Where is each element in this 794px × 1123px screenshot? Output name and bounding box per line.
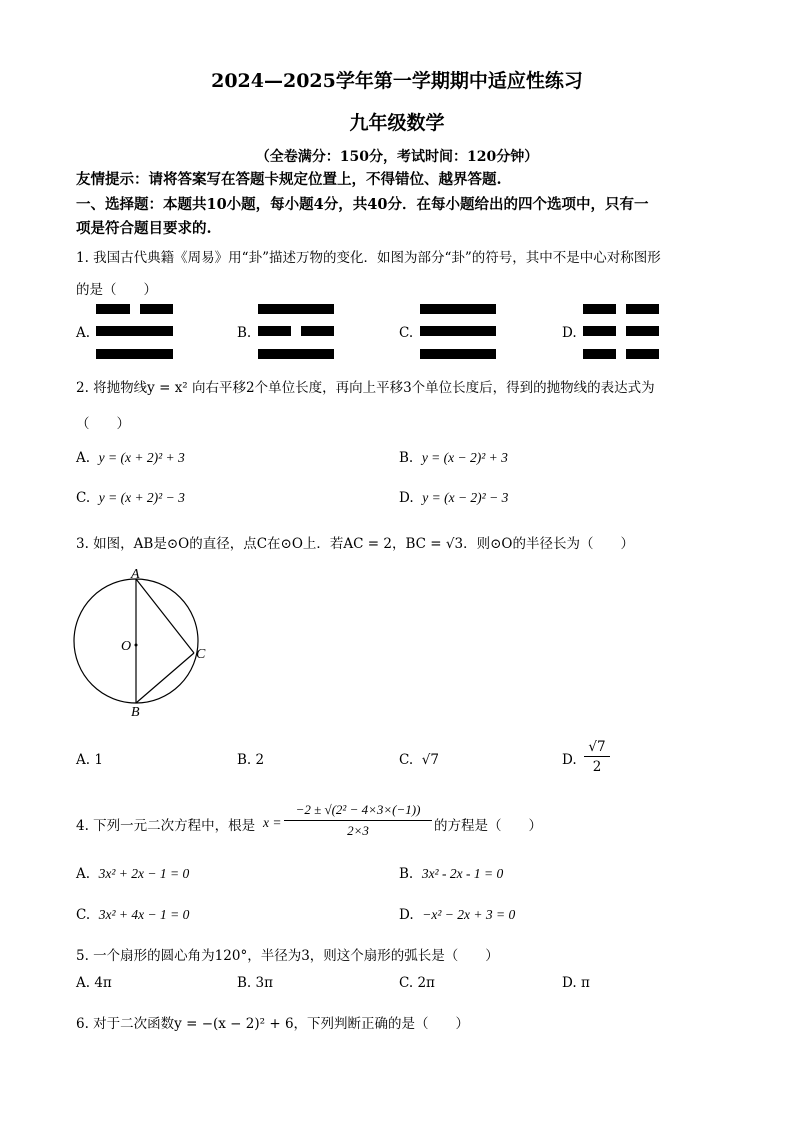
exam-title: 2024—2025学年第一学期期中适应性练习 xyxy=(211,70,583,92)
q1-stem-line2: 的是（ ） xyxy=(76,282,157,298)
q5-option-b-text: 3π xyxy=(255,975,273,991)
q2-option-b-text: y = (x − 2)² + 3 xyxy=(421,450,508,465)
q4-option-a-label: A. xyxy=(76,866,91,882)
q2-stem-line2: （ ） xyxy=(76,416,130,432)
q4-option-c-text: 3x² + 4x − 1 = 0 xyxy=(98,907,190,922)
q3-option-c xyxy=(399,752,439,768)
q2-option-a xyxy=(76,450,185,466)
center-point xyxy=(135,644,138,647)
q6-stem: 6. 对于二次函数y = −(x − 2)² + 6，下列判断正确的是（ ） xyxy=(76,1016,470,1032)
q4-option-a-text: 3x² + 2x − 1 = 0 xyxy=(98,866,190,881)
circle-figure xyxy=(60,562,220,722)
q5-option-d-label: D. xyxy=(562,975,577,991)
q5-option-a-label: A. xyxy=(76,975,91,991)
q2-option-c xyxy=(76,490,185,506)
q5-stem: 5. 一个扇形的圆心角为120°，半径为3，则这个扇形的弧长是（ ） xyxy=(76,948,499,964)
q1-option-b-label: B. xyxy=(237,325,252,341)
friendly-tip: 友情提示：请将答案写在答题卡规定位置上，不得错位、越界答题. xyxy=(76,171,502,188)
q4-prefix: 4. 下列一元二次方程中，根是 xyxy=(76,818,256,834)
q5-option-b-label: B. xyxy=(237,975,252,991)
q5-option-a-text: 4π xyxy=(94,975,112,991)
q2-option-b-label: B. xyxy=(399,450,414,466)
q1-option-a-label: A. xyxy=(76,325,91,341)
q2-option-d xyxy=(399,490,508,506)
q4-option-a xyxy=(76,866,189,882)
q4-option-d xyxy=(399,907,515,923)
q4-option-c xyxy=(76,907,189,923)
section1-heading-line2: 项是符合题目要求的. xyxy=(76,220,212,237)
q2-option-c-label: C. xyxy=(76,490,91,506)
q2-option-d-label: D. xyxy=(399,490,414,506)
label-c: C xyxy=(196,647,206,662)
q1-stem-line1: 1. 我国古代典籍《周易》用“卦”描述万物的变化．如图为部分“卦”的符号，其中不是中心对称图形 xyxy=(76,250,661,266)
q2-option-a-text: y = (x + 2)² + 3 xyxy=(98,450,185,465)
q2-option-a-label: A. xyxy=(76,450,91,466)
q2-option-c-text: y = (x + 2)² − 3 xyxy=(98,490,185,505)
q5-option-c-label: C. xyxy=(399,975,414,991)
q3-option-b-text: 2 xyxy=(255,752,265,768)
q5-option-d-text: π xyxy=(580,975,590,991)
q4-option-d-label: D. xyxy=(399,907,414,923)
label-o: O xyxy=(121,639,132,654)
q3-option-b xyxy=(237,752,264,768)
q4-option-c-label: C. xyxy=(76,907,91,923)
section1-heading-line1: 一、选择题：本题共10小题，每小题4分，共40分．在每小题给出的四个选项中，只有一 xyxy=(76,196,649,213)
q3-option-a xyxy=(76,752,103,768)
q1-option-d-label: D. xyxy=(562,325,577,341)
q4-option-d-text: −x² − 2x + 3 = 0 xyxy=(422,907,516,922)
fraction-denominator: 2 xyxy=(592,759,602,775)
q5-option-c-text: 2π xyxy=(417,975,435,991)
q4-root-formula xyxy=(284,800,432,841)
q3-option-d-label: D. xyxy=(562,752,577,768)
q4-denominator: 2×3 xyxy=(347,823,369,838)
q3-option-a-text: 1 xyxy=(94,752,103,768)
q3-option-a-label: A. xyxy=(76,752,91,768)
q4-option-b-text: 3x² - 2x - 1 = 0 xyxy=(421,866,504,881)
label-a: A xyxy=(131,567,140,582)
q2-option-d-text: y = (x − 2)² − 3 xyxy=(422,490,509,505)
q3-option-d xyxy=(562,752,577,768)
q4-option-b-label: B. xyxy=(399,866,414,882)
q3-option-c-label: C. xyxy=(399,752,414,768)
q3-option-d-fraction xyxy=(584,738,610,777)
subject-title: 九年级数学 xyxy=(349,112,445,134)
q4-option-b xyxy=(399,866,503,882)
exam-info: （全卷满分：150分，考试时间：120分钟） xyxy=(255,149,539,165)
q4-numerator: −2 ± √(2² − 4×3×(−1)) xyxy=(284,800,432,821)
q1-option-c-label: C. xyxy=(399,325,414,341)
q5-option-c xyxy=(399,975,435,991)
q5-option-a xyxy=(76,975,112,991)
chord-ac xyxy=(136,579,194,653)
q3-option-c-text: √7 xyxy=(421,752,439,768)
q2-stem-line1: 2. 将抛物线y = x² 向右平移2个单位长度，再向上平移3个单位长度后，得到的抛物线的表达式为 xyxy=(76,380,655,396)
q2-option-b xyxy=(399,450,508,466)
q5-option-b xyxy=(237,975,273,991)
q4-formula-lhs: x = xyxy=(263,815,282,830)
q3-stem: 3. 如图，AB是⊙O的直径，点C在⊙O上．若AC = 2，BC = √3．则⊙O的半径长为（ ） xyxy=(76,536,634,552)
q4-suffix: 的方程是（ ） xyxy=(434,818,542,834)
label-b: B xyxy=(131,705,140,720)
q3-option-b-label: B. xyxy=(237,752,252,768)
q5-option-d xyxy=(562,975,590,991)
fraction-numerator: √7 xyxy=(584,738,610,757)
